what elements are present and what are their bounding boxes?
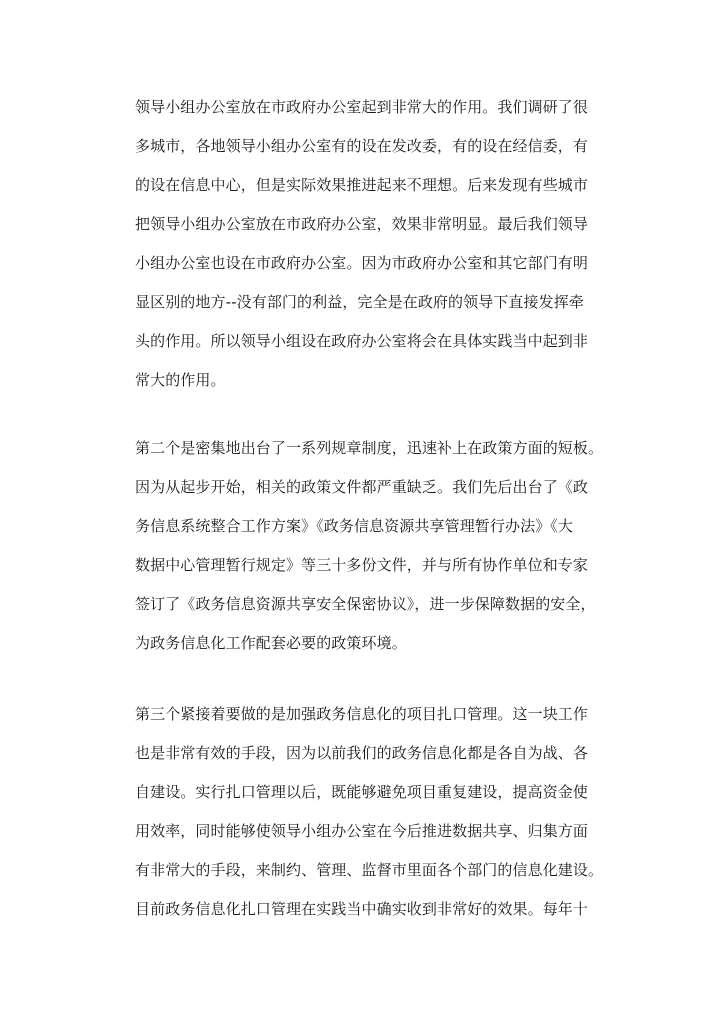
text-line: 第三个紧接着要做的是加强政务信息化的项目扎口管理。这一块工作 (135, 705, 589, 723)
text-line: 头的作用。所以领导小组设在政府办公室将会在具体实践当中起到非 (135, 332, 589, 350)
text-line: 为政务信息化工作配套必要的政策环境。 (135, 634, 407, 652)
text-line: 领导小组办公室放在市政府办公室起到非常大的作用。我们调研了很 (135, 98, 589, 116)
text-line: 也是非常有效的手段，因为以前我们的政务信息化都是各自为战、各 (135, 744, 589, 762)
text-line: 数据中心管理暂行规定》等三十多份文件，并与所有协作单位和专家 (135, 556, 589, 574)
text-line: 因为从起步开始，相关的政策文件都严重缺乏。我们先后出台了《政 (135, 478, 589, 496)
text-line: 的设在信息中心，但是实际效果推进起来不理想。后来发现有些城市 (135, 176, 589, 194)
text-line: 显区别的地方--没有部门的利益，完全是在政府的领导下直接发挥牵 (135, 293, 584, 311)
text-line: 用效率，同时能够使领导小组办公室在今后推进数据共享、归集方面 (135, 822, 589, 840)
text-line: 自建设。实行扎口管理以后，既能够避免项目重复建设，提高资金使 (135, 783, 589, 801)
text-line: 小组办公室也设在市政府办公室。因为市政府办公室和其它部门有明 (135, 254, 589, 272)
text-line: 常大的作用。 (135, 371, 226, 389)
text-line: 签订了《政务信息资源共享安全保密协议》，进一步保障数据的安全， (135, 595, 596, 613)
text-line: 目前政务信息化扎口管理在实践当中确实收到非常好的效果。每年十 (135, 900, 589, 918)
text-line: 第二个是密集地出台了一系列规章制度，迅速补上在政策方面的短板。 (135, 439, 604, 457)
text-line: 把领导小组办公室放在市政府办公室，效果非常明显。最后我们领导 (135, 215, 589, 233)
text-line: 有非常大的手段，来制约、管理、监督市里面各个部门的信息化建设。 (135, 861, 604, 879)
text-line: 务信息系统整合工作方案》《政务信息资源共享管理暂行办法》《大 (135, 517, 574, 535)
text-line: 多城市，各地领导小组办公室有的设在发改委，有的设在经信委，有 (135, 137, 589, 155)
